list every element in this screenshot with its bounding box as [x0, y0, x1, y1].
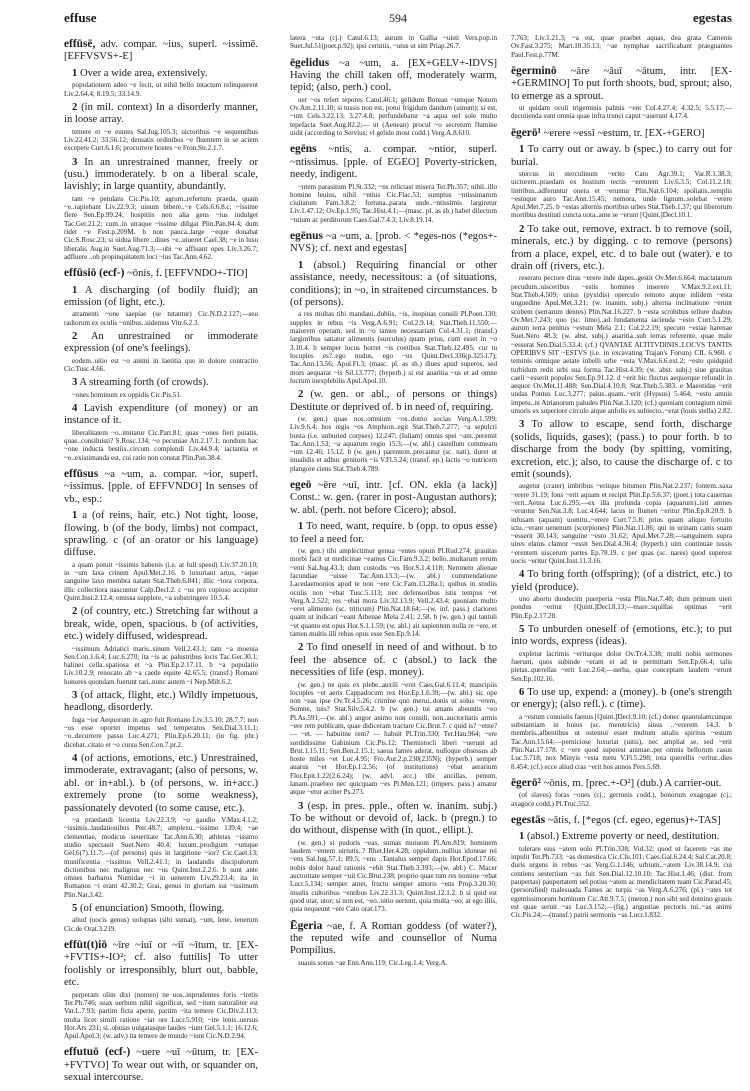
- sense-text: (w. gen. or abl., of persons or things) Destitute or deprived of. b in need of, requiring.: [290, 389, 497, 413]
- sense-text: (absol.) Extreme poverty or need, destitution.: [526, 831, 720, 843]
- sense-definition: [64, 510, 258, 560]
- sense-citations: ~ones hominum ex oppidis Cic.Pis.51.: [72, 390, 182, 399]
- sense-citations: atramenti ~one saepiae (se tutantur) Cic.N.D.2.127;—seu radiorum ex oculis ~onibus..uidemus Vitr.6.2.3.: [64, 310, 258, 327]
- sense-definition: [290, 642, 497, 679]
- headword: effutuō (ecf-): [64, 1046, 131, 1059]
- dictionary-entry: [64, 267, 258, 462]
- sense-definition: [290, 260, 497, 310]
- sense-citations: ~ntem parasitum Pl.St.332; ~ns relictast misera Ter.Ph.357; nihil..illo homine leuius, nihil ~ntius Cic.Flac.53; sumptus ~ntissimarum ciuitatum Fam.3.8.2; fortuna..parata unde..~ntissimis largiretur Liv.1.47.12; Ov.Ep.1.95; Tac.Hist.4.1;—(masc. pl. as sb.) habet dilectum ~ntium ac perditorum Caes.Gal.7.4.3; Liv.8.19.14.: [290, 182, 497, 224]
- sense-definition: [64, 331, 258, 356]
- sense-number: 4: [519, 569, 525, 581]
- sense-text: To need, want, require. b (opp. to opus esse) to feel a need for.: [290, 521, 497, 545]
- sense-text: An unrestrained or immoderate expression (of one's feelings).: [64, 330, 258, 355]
- entry-head: [290, 57, 497, 95]
- sense-citations: ~a praedandi licentia Liv.22.3.9; ~o gaudio V.Max.4.1.2; ~issimis..laudationibus Petr.48.7; amplexu..~issimo 139.4; ~ae clementiae, modicus seueritate Tac.Ann.6.30; athletas ~issimo studio spectauit Suet.Nero 40.4; luxum..prodigum ~umque Gel.6(7).11.7;—(of persons) quis in largitione ~ior? Cic.Cael.13; munificentia ~issimus Vell.2.41.1; in laudandis discipulorum dictionibus nec malignus nec ~us Quint.Inst.2.2.6. b sunt ante omnes barbaros Numidae ~i in uenerem Liv.29.23.4; ita in Romanos ~i erant 42.30.2; Grai, genus in gloriam sui ~issimum Plin.Nat.3.42.: [64, 816, 258, 899]
- sense-text: a (of reins, hair, etc.) Not tight, loose, flowing. b (of the body, limbs) not compact, sprawling. c (of an orator or his language) diffuse.: [64, 510, 258, 559]
- sense-number: 1: [72, 284, 78, 296]
- headword: effūt(t)iō: [64, 939, 108, 952]
- sense-number: 3: [72, 156, 78, 168]
- sense-text: A streaming forth (of crowds).: [79, 377, 209, 389]
- page-header: [64, 10, 732, 32]
- sense-citations: perperam olim dixi (nomen) ne uos..inprudentes foris ~iretis Ter.Ph.746; suax uerbum nihil significat, sed ~itum naturaliter est Var.L.7.93; partim ficta aperte, partim ~ita temere Cic.Div.2.113; multa licet simili ratione ~iat ore Lucr.5.910; ~ire lenis..uersus Hor.Ars 231; si..obuias uulgatasque laudes ~iunt Gel.5.1.1; 16.12.6; Apul.Apol.3; (w. adv.) ita temere de mundo ~iunt Cic.N.D.2.94.: [64, 990, 258, 1041]
- sense-number: 2: [72, 330, 78, 342]
- sense-definition: [290, 521, 497, 546]
- sense-number: 2: [298, 642, 304, 654]
- sense-number: 2: [519, 223, 525, 235]
- headword: ēgelidus: [290, 56, 330, 69]
- sense-number: 4: [72, 403, 78, 415]
- sense-number: 2: [72, 606, 78, 618]
- sense-number: 3: [298, 800, 304, 812]
- sense-definition: [511, 687, 732, 712]
- sense-citations: temere et ~e euntes Sal.Jug.105.3; uictoribus ~e sequentibus Liv.22.41.2; 33.56.12; densatis ordinibus ~e fluentem in se aciem excepere Curt.6.1.6; procurrere hostes ~e Fron.Str.2.1.7.: [64, 127, 258, 153]
- entry-grammar: ~ōnis, f. [EFFVNDO+-TIO]: [127, 268, 248, 280]
- entry-head: [511, 814, 732, 827]
- sense-citations: stercus in sterculinum ~erito Cato Agr.39.1; Var.R.1.38.3; uictorem..praedam ex hostium tectis ~erentem Liv.6.3.5; Col.11.2.18; lintribus..adferuntur onera et ~eruntur Plin.Nat.6.104; spoliatis..templis ~estoque auro Tac.Ann.15.45; nemora, unde lignum..solebat ~erere Apul.Met.7.25. b ~estas alternis mortibus urbes Stat.Theb.1.37; qui liberorum mortibus destituti cuncta uota..ante se ~erunt [Quint.]Decl.10.1.: [511, 169, 732, 220]
- sense-definition: [64, 285, 258, 310]
- entry-grammar: ~a ~um, a. [EX+GELV+-IDVS] Having the chill taken off, moderately warm, tepid; (also, perh.) cool.: [290, 57, 497, 94]
- entry-grammar: adv. compar. ~ius, superl. ~issimē. [EFFVSVS+-E]: [64, 39, 258, 63]
- sense-number: 1: [519, 831, 525, 843]
- sense-text: (of enunciation) Smooth, flowing.: [79, 903, 225, 915]
- sense-definition: [511, 569, 732, 594]
- entry-grammar: ~erere ~essī ~estum, tr. [EX-+GERO]: [543, 127, 705, 139]
- sense-number: 2: [72, 101, 78, 113]
- sense-text: To bring forth (offspring); (of a district, etc.) to yield (produce).: [511, 569, 732, 593]
- column-left: [64, 38, 258, 1091]
- entry-head: [290, 143, 497, 181]
- sense-number: 2: [298, 389, 304, 401]
- dictionary-entry: [64, 1046, 258, 1084]
- dictionary-entry: [511, 814, 732, 919]
- headword: ēgerminō: [511, 64, 557, 77]
- sense-definition: [290, 801, 497, 838]
- sense-definition: [511, 831, 732, 843]
- sense-citations: reserato pectore diras ~erere inde dapes..gestit Ov.Met.6.664; mactatarum pecudum..uisceribus ~estis homines inserere V.Max.9.2.ext.11; Stat.Theb.4.509; unius (pyxidis) operculo remoto atque inlidem ~esta unguedine Apul.Met.3.21; (w. inanim. subj.) alterna inclinatione ~erunt scobem (serrarum dentes) Plin.Nat.16.227. b ~esta scrobibus tellure duabus Ov.Met.7.243; quo (sc. limo)..ad fundamenta iacienda ~esto Curt.5.1.29; aurum terra penitus ~estum Mela 2.1; Col.2.2.19; specum ~estae harenae Suet.Nero 48.3; (w. abst. subj.) auaritia..sub terras referente, quae male ~esserat Sen.Dial.5.33.4; (cf.) QVANTAE ALTITVDINIS..LOCVS TANTIS OPERIBVS SIT ~ESTVS (i.e. in excavating Trajan's Forum) CIL 6.960. c teminis omnique aetate inbelli urbe ~esta V.Max.6.6.ext.2; ~esto quidquid turbidum redit urbi sua forma Tac.Hist.4.39; (w. abst. subj.) siue grauitas caeli ~esserit populos Sen.Ep.91.12. d ~erit hic fluctus aequorque refundit in aequor Ov.Met.11.488; Sen.Dial.4.10.8; Stat.Theb.5.383. e Maeotidas ~erit undas Pontus Luc.3.277; palus..quam..~erit (Hypsus) 5.464; ~esto amnis impetu..in Atrianorum paludes Plin.Nat.3.120; (cf.) quoniam contagium nimii umoris ex superiore circulo atque anfolis ex subiecto..~erat (louis stella) 2.82.: [511, 274, 732, 416]
- sense-number: 3: [72, 690, 78, 702]
- sense-citations: (of slaves) foras ~ones (cj.; gerronis codd.), bonorum exagogae (cj.; axagoce codd.) Pl.Truc.552.: [511, 791, 732, 808]
- sense-number: 1: [298, 259, 304, 271]
- entry-head: [64, 1046, 258, 1084]
- headword: egestās: [511, 813, 546, 826]
- entry-head: [64, 38, 258, 64]
- entry-grammar: ~a ~um, a. [prob. < *eges-nos (*egos+-NVS); cf. next and egestas]: [290, 231, 497, 255]
- sense-citations: uno abortu duodecim puerperia ~esta Plin.Nat.7.48; dum primum uteri pondus ~eritur [Quint.]Decl.8.13;—mare..squillas optimas ~erit Plin.Ep.2.17.28.: [511, 595, 732, 620]
- sense-citations: populationem adeo ~e fecit, ut nihil bello intactum relinquerent Liv.2.64.4; 8.19.5; 33.14.9.: [64, 81, 258, 98]
- entry-head: [511, 65, 732, 103]
- headword: egēnus: [290, 230, 323, 242]
- sense-definition: [64, 102, 258, 127]
- headword: egeō: [290, 479, 312, 491]
- dictionary-entry: [64, 468, 258, 933]
- sense-number: 4: [72, 753, 78, 765]
- entry-head: [290, 920, 497, 958]
- sense-text: To carry out or away. b (spec.) to carry out for burial.: [511, 144, 732, 168]
- sense-number: 3: [519, 419, 525, 431]
- sense-definition: [64, 903, 258, 915]
- sense-text: To take out, remove, extract. b to remove (soil, minerals, etc.) by digging. c to remove (persons) from a place, expel, etc. d to bale out (water). e to drain off (rivers, etc.).: [511, 223, 732, 272]
- sense-definition: [511, 624, 732, 649]
- sense-text: A discharging (of bodily fluid); an emission (of light, etc.).: [64, 284, 258, 308]
- entry-head: [511, 777, 732, 790]
- sense-definition: [64, 157, 258, 194]
- sense-text: (esp. in pres. pple., often w. inanim. subj.) To be without or devoid of, lack. b (pregn.) to do without, dispense with (in quot., ellipt.).: [290, 800, 497, 837]
- sense-definition: [64, 403, 258, 428]
- sense-number: 1: [72, 67, 78, 79]
- entry-grammar: ~ae, f. A Roman goddess (of water?), the reputed wife and counsellor of Numa Pompilius.: [290, 920, 497, 957]
- sense-citations: aliud (uocis genus) uoluptas (sibi sumat), ~um, lene, tenerum Cic.de Orat.3.219.: [64, 916, 258, 933]
- sense-citations: fuga ~ior Aequorum in agro fuit Romano Liv.3.5.10; 28.7.7; non ~os esse oportet impetus sed temperatos Sen.Dial.3.11.1; ~o..decurrere passu Luc.4.271; Plin.Ep.6.20.11; (in fig. phr.) dicebat..citato et ~o cursu Sen.Con.7.pr.2.: [64, 715, 258, 749]
- sense-citations: ut quidam oculi trigeminis palmis ~ent Col.4.27.4; 4.32.5; 5.5.17;—decutienda sunt omnia quae infra trunci caput ~auerunt 4.17.4.: [511, 104, 732, 121]
- sense-definition: [511, 224, 732, 274]
- guide-word-left: effuse: [64, 10, 97, 25]
- sense-citations: uer ~os refert tepores Catul.46.1; gelidum Borean ~umque Notum Ov.Am.2.11.10; si tussis non est, potui frigidum dandum (uinum); si est, ~um Cels.3.22.13; 3.27.4.8; perfundebatur ~a aqua uel sole multo tepefacta Suet.Aug.82.2;— ut (Aenean) procul ~o secretum flumine uidit (according to Servius; vl gelido most codd.) Verg.A.8.610.: [290, 95, 497, 137]
- dictionary-entry: [511, 777, 732, 808]
- sense-number: 1: [519, 144, 525, 156]
- entry-head: [64, 267, 258, 280]
- column-middle: [290, 33, 497, 973]
- sense-citations: a quam potuit ~issimis habenis (i.e. at full speed) Liv.37.20.10; in ~um laxa crinem Apul.Met.2.16. b luxuriant artus, ~aque sanguine laxo membra natant Stat.Theb.6.841; illic ~iora corpora, illic collectiora nascuntur Calp.Decl.2. c ~us pro copioso accipitur Quint.Inst.2.12.4; omissa supplere, ~a substringere 10.5.4.: [64, 560, 258, 603]
- entry-grammar: ~ntis, a. compar. ~ntior, superl. ~ntissimus. [pple. of EGEO] Poverty-stricken, needy, indigent.: [290, 144, 497, 181]
- dictionary-entry: [511, 127, 732, 771]
- sense-citations: a res multas tibi mandaui..dubiis, ~is, inopinas consili Pl.Poen.130; supplex in rebus ~is Verg.A.6.91; Col.2.9.14; Stat.Theb.11.550;—maiorem operam, sed in ~o tamen necessariam Col.4.31.1; (transf.) largioribus satiatur alimentis (surculus) quam prius, cum esset in ~o 3.10.4. b semper locus horret ~is coetibus Stat.Theb.12.495; cur tu locuples es?..ego nudus, ego ~us Quint.Decl.336(p.325.l.7); Tac.Ann.13.56; Apul.Fl.3; (masc. pl. as sb.) diues apud superos, sed mors aequarat ~is Sil.13.777; (hyperb.) si est auaritia ~us et ad omne lucrum inexplebilis Apul.Apol.10.: [290, 310, 497, 385]
- sense-text: (of attack, flight, etc.) Wildly impetuous, headlong, disorderly.: [64, 690, 258, 714]
- sense-text: (absol.) Requiring financial or other assistance, needy, necessitous: a (of situations, conditions); in ~o, in straitened circumstances. b (of persons).: [290, 259, 497, 309]
- continuation-citations: latera ~uta (cj.) Catul.6.13; aurum in Gallia ~uisti Vers.pop.in Suet.Jul.51(poet.p.92); ipsi cernitis, ~utus ut sim Priap.26.7.: [290, 34, 497, 51]
- entry-head: [64, 468, 258, 506]
- sense-citations: tolerare eius ~atem uolo Pl.Trin.338; Vid.32; quod ut facerem ~as me inpulit Ter.Ph.733; ~as domestica Cic.Clu.101; Caes.Gal.6.24.4; Sal.Cat.20.8; duris urgens in rebus ~as Verg.G.1.146; urbium..~atem Liv.38.14.9; cui centiens sestertium ~as fuit Sen.Dial.12.10.10; Tac.Hist.1.46; (dist. from paupertas) paupertatem uel potius ~atem ac mendicitatem tuam Cic.Parad.45; (personified) malesuada Fames ac turpis ~as Verg.A.6.276; (pl.) ~ates tot egentissimorum hominum Cic.Att.9.7.5; (meton.) non sibi sed domino grauis est quae seruit ~as Luc.3.152;—(fig.) angustiae pectoris tui..~as animi Cic.Pis.24;—(transf.) patrii sermonis ~as Lucr.1.832.: [511, 844, 732, 920]
- sense-text: (in mil. context) In a disorderly manner, in loose array.: [64, 101, 258, 126]
- entry-head: [290, 230, 497, 256]
- sense-citations: (w. gen.) ne quis ex plebe..auxili ~eret Caes.Gal.6.11.4; mancipiis locuples ~et aeris Cappadocum rex Hor.Ep.1.6.39;—(w. abl.) sic ope non ~eas ipse Ov.Tr.4.5.26; crimine quo merui..donis ut solus ~erem, Somne, tuis? Stat.Silv.5.4.2. b (w. gen.) tui amans abeuntis ~eo Pl.As.591;—(w. abl.) angor animo non consili, non..auctoritatis armis ~ere rem publicam, quae didiceram tractare Cic.Brut.7. c quid is? ~etne? — ~et. — habuitne rem? — habuit Pl.Trin.330; Ter.Hau.964; ~ere sordidissime Gabinium Cic.Pis.12; Themistocli liberi ~uerunt ad Brut.1.15.11; Sen.Ben.2.15.1; saeua fames aderat, nulloque obsessus ab hoste miles ~et Luc.4.95; Fro.Aur.2.p.230(235N); (hyperb.) semper auarus ~et Hor.Ep.1.2.56; (of institutions) ~ebat aerarium Flor.Epit.1.22(2.6.24); (w. advl. acc.) tibi ancillas, penum, lanam..praebeo nec quicquam ~es Pl.Men.121; (impers. pass.) amatur atque ~etur acriter Ps.273.: [290, 680, 497, 797]
- sense-definition: [511, 144, 732, 169]
- sense-number: 1: [298, 521, 304, 533]
- sense-citations: (w. gen.) tibi amplectimur genua ~entes opum Pl.Rud.274; grauitas morbi facit ut medicinae ~eamus Cic.Fam.9.3.2; bello..multarum rerum ~enti Sal.Jug.43.3; dum custodis ~es Hor.S.1.4.118; Neronem alienae facundiae ~uisse Tac.Ann.13.3;—(w. abl.) commendatione Lacedaemonios apud te non ~ere Cic.Fam.13.28a.1; quibus in studiis oculis non ~ebat Tusc.5.113; nec defensoribus istis tempus ~et Verg.A.2.522; res ~ebat mora Liv.32.13.9; Vell.2.43.4; quoniam multo ~eret alimento (sc. triticum) Plin.Nat.18.64;—(w. inf. pass.) clariores quam ut indicari ~eant Athenae Mela 2.41; 2.58. b (w. gen.) qui tantuli ~et quanto est opus Hor.S.1.1.59; (w. abl.) ait sapientem nulla re ~ere, et tamen multis illi rebus opus esse Sen.Ep.9.14.: [290, 547, 497, 638]
- sense-text: Lavish expenditure (of money) or an instance of it.: [64, 403, 258, 427]
- sense-text: To find oneself in need of and without. b to feel the absence of. c (absol.) to lack the necessities of life (esp. money).: [290, 642, 497, 679]
- entry-grammar: ~ēre ~uī, intr. [cf. ON. ekla (a lack)] Const.: w. gen. (rarer in post-Augustan authors); w. abl. (perh. not before Cicero); absol.: [290, 480, 497, 516]
- entry-head: [64, 939, 258, 990]
- entry-grammar: ~ātis, f. [*egos (cf. egeo, egenus)+-TAS]: [547, 814, 721, 826]
- sense-citations: a ~estum conuiuiis faenus [Quint.]Decl.9.10; (cf.) donec quantulamcunque substantiam in huius (sc. meretricis) sinus ..~ererem 14.3. b membris..albentibus ut ostentui esset multum uitalis spiritus ~estum Tac.Ann.15.64;—perniciose luxuriat (uitis), nec ampliat se, sed ~erit Plin.Nat.17.178. c ~ere quod superest animae..per omnis bellorum casus Luc.5.718; nox Minyis ~esta metu V.Fl.5.298; tota querellis ~eritur..dies 8.454; (cf.) ecce aliud cras ~erit hos annos Pers.5.69.: [511, 712, 732, 771]
- page-number: 594: [389, 11, 407, 25]
- sense-citations: (w. gen.) si pudoris ~eas, sumas mutuom Pl.Am.819; hominem laudem ~entem uirtutis..? Rhet.Her.4.28; oppidum..nullius idoneae rei ~ens Sal.Jug.57.1; 89.5; ~ens ..Tantalus semper dapis Hor.Epod.17.66; nobis dolor haud rationis ~ebit Stat.Theb.3.393;—(w. abl.) C. Macer auctoritate semper ~uit Cic.Brut.238; proprio quae tum res nomine ~ebat Lucr.5.134; semper amet, fructu semper amoris ~ens Prop.3.20.30; insulis cultoribus ~entibus Liv.22.31.3; Quint.Inst.12.1.2. b si quid est quod utar, utor; si non est, ~eo..uitio uertunt, quia multa ~eo; at ego illis, quia nequeunt ~ere Cato orat.173.: [290, 838, 497, 914]
- entry-grammar: ~āre ~āuī ~ātum, intr. [EX-+GERMINO] To put forth shoots, bud, sprout; also, to emerge as a sprout.: [511, 65, 732, 102]
- dictionary-entry: [290, 230, 497, 473]
- sense-text: To allow to escape, send forth, discharge (solids, liquids, gases); (pass.) to pour forth. b to discharge from the body (by spitting, vomiting, excretion, etc.); also, to cause the discharge of. c to emit (sounds).: [511, 419, 732, 480]
- sense-definition: [64, 377, 258, 389]
- sense-citations: expletur lacrimis ~eriturque dolor Ov.Tr.4.3.38; multi nobis sermones fuerunt, quos subinde ~eram et ad te permittam Sen.Ep.66.4; talis pietas..querellas ~erit Luc.2.64;—uerba, quae conceptam laudem ~erunt Sen.Ep.102.16.: [511, 649, 732, 683]
- sense-text: To unburden oneself of (emotions, etc.); to put into words, express (ideas).: [511, 624, 732, 648]
- sense-text: To use up, expend: a (money). b (one's strength or energy); (also refl.). c (time).: [511, 687, 732, 711]
- sense-number: 5: [72, 903, 78, 915]
- sense-citations: eodem..uitio est ~o animi in laetitia quo in dolore contractio Cic.Tusc.4.66.: [64, 356, 258, 374]
- sense-text: (of country, etc.) Stretching far without a break, wide, open, spacious. b (of activities, etc.) widely diffused, widespread.: [64, 606, 258, 643]
- sense-text: In an unrestrained manner, freely or (usu.) immoderately. b on a liberal scale, lavishly; in large quantity, abundantly.: [64, 156, 258, 193]
- sense-definition: [290, 389, 497, 414]
- entry-head: [511, 127, 732, 140]
- sense-number: 5: [519, 624, 525, 636]
- sense-definition: [64, 753, 258, 815]
- sense-citations: suauis sonus ~ae Enn.Ann.119; Cic.Leg.1.4; Verg.A.: [298, 958, 448, 967]
- sense-definition: [64, 68, 258, 80]
- sense-citations: liberalitatem ~o..imitatur Cic.Part.81; quas ~ones fieri putatis, quae..consiluisti? S.Rosc.134; ~o pecuniae Att.2.17.1; nondum hac ~one inducta bestiis..circum complendi Liv.44.9.4; iactantia et ~o..existimanda est, cui ratio non constat Plin.Pan.38.4.: [64, 428, 258, 462]
- dictionary-entry: [290, 479, 497, 914]
- dictionary-entry: [290, 57, 497, 138]
- sense-number: 3: [72, 377, 78, 389]
- headword: effūsiō (ecf-): [64, 267, 125, 280]
- headword: ēgerō¹: [511, 126, 541, 139]
- sense-citations: (w. gen.) quae nos..omnium ~os..domo socias Verg.A.1.599; Liv.9.6.4; hos regis ~os Amphion..egit Stat.Theb.7.277; ~a sepulcri busta (i.e. unburied corpses) 12.247; (Iuliam) omnis spei ~am..peremit Tac.Ann.1.53; ~a aquarum regio 15.3;—(w. abl.) castellum commeatu ~um 12.46; 15.12. b (w. gen.) parentem..precantur (sc. nati), duret ut inualidis et adhuc genitoris ~is V.Fl.5.24; (transf. ep.) lactis ~o nutricem plangore ciens Stat.Theb.4.789.: [290, 414, 497, 473]
- headword: Ēgeria: [290, 919, 323, 932]
- sense-definition: [64, 690, 258, 715]
- sense-text: (of actions, emotions, etc.) Unrestrained, immoderate, extravagant; (also of persons, w. abl. or in+abl.). b (of persons, w. in+acc.) extremely prone (to some weakness), passionately devoted (to some cause, etc.).: [64, 753, 258, 814]
- dictionary-entry: [64, 939, 258, 1040]
- dictionary-entry: [511, 65, 732, 121]
- sense-citations: tam ~e petulans Cic.Pis.10; agrum..refertum praeda, quam ~e..rapiebant Liv.22.9.3; uinum bibere..~e Cels.6.6.8.c; ~issime flere Sen.Ep.99.24; hospitiis non alia gens ~ius indulget Tac.Ger.21.2; cum..in utraque ~issime diligat Plin.Pan.84.4; dum ridet ~e Fest.p.209M. b non pauca..large ~eque donabat Cic.S.Rosc.23; si uidua libere ..diues ~e..uiueret Cael.38; ~e in lusu liberalis Aug.in Suet.Aug.71.3;—ubi ~e affluant opes Liv.3.26.7; adfluere ..ob propinquitatem loci ~ius Tac.Ann.4.62.: [64, 194, 258, 261]
- entry-grammar: ~a ~um, a. compar. ~ior, superl. ~issimus. [pple. of EFFVNDO] In senses of vb., esp.:: [64, 469, 258, 505]
- sense-citations: augetur (crater) imbribus ~eritque bitumen Plin.Nat.2.237; fontem..saxa ~erere 31.19; fons ~erit aquam et recipit Plin.Ep.5.6.37; (poet.) tota cauernas ~erit..Aetna Luc.6.295;—ex illa profunda copia (aquarum)..isti amnes ~eruntur Sen.Nat.3.8; Luc.4.644; lacus in flumen ~eritur Plin.Ep.8.20.9. b infusam (aquam) uomitu..~erere Curt.7.5.8; prius quam aliquo fortuito ictu..~erant uenenum (scorpiones) Plin.Nat.11.86; qui in urinam canis suam ~esserit 30.143; sanguine ~esto 31.62; Apul.Met.7.28;—sanguinem supra uires elatus clamor ~essit Sen.Dial.4.36.4; (hyperb.) uim continuae tussis ~erentem uiscerum partes Ep.78.19. c per quas (sc. nares) quod superest uocis ~eritur Quint.Inst.11.3.16.: [511, 482, 732, 566]
- column-right: [511, 33, 732, 925]
- headword: effūsē,: [64, 38, 96, 50]
- headword: ēgerō²: [511, 776, 541, 789]
- dictionary-entry: [290, 143, 497, 224]
- sense-definition: [64, 606, 258, 643]
- entry-grammar: ~ōnis, m. [prec.+-O²] (dub.) A carrier-out.: [543, 777, 722, 789]
- sense-text: Over a wide area, extensively.: [79, 67, 208, 79]
- entry-grammar: ~īre ~iuī or ~iī ~ītum, tr. [EX-+FVTIS+-IO²; cf. also futtilis] To utter foolishly or irresponsibly, blurt out, babble, etc.: [64, 940, 258, 989]
- sense-number: 6: [519, 687, 525, 699]
- dictionary-entry: [290, 920, 497, 968]
- sense-definition: [511, 419, 732, 481]
- entry-grammar: ~uere ~uī ~ūtum, tr. [EX-+FVTVO] To wear out with, or squander on, sexual intercourse.: [64, 1047, 258, 1084]
- guide-word-right: egestas: [693, 10, 732, 25]
- headword: effūsus: [64, 468, 99, 481]
- entry-head: [290, 479, 497, 517]
- dictionary-entry: [64, 38, 258, 261]
- sense-number: 1: [72, 510, 78, 522]
- headword: egēns: [290, 143, 317, 156]
- continuation-citations: 7.763; Liv.1.21.3; ~a est, quae praebet aquas, dea grata Camenis Ov.Fast.3.275; Mart.10.35.13; ~ae nymphae sacrificabant praegnantes Paul.Fest.p.77M.: [511, 34, 732, 59]
- sense-citations: ~issimum Adriatici maris..sinum Vell.2.43.1; tam ~a moenia Sen.Con.1.6.4; Luc.6.270; ita ~is ac palustribus locis Tac.Ger.30.1; balinei cella..spatiosa et ~a Plin.Ep.2.17.11. b ~a populatio Liv.10.2.9; renocato ab ~a caede equite 42.65.5; (transf.) Romani honores quondam fuerunt rari..nunc autem ~i Nep.Milt.6.2.: [64, 644, 258, 686]
